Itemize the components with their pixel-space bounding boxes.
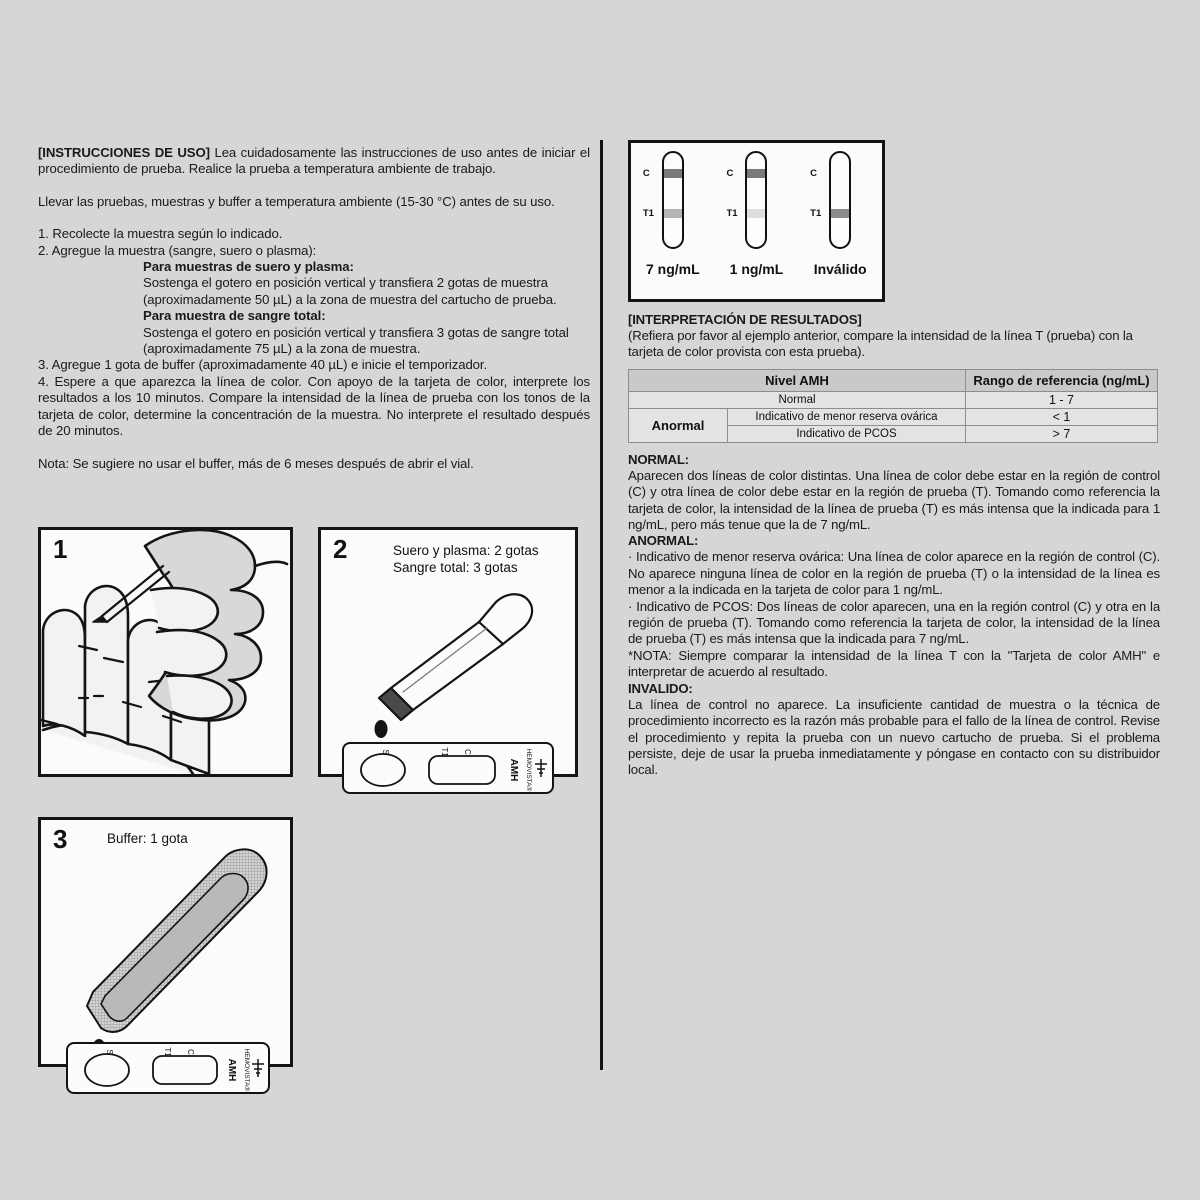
sample-drop (375, 720, 388, 738)
serum-plasma-text: Sostenga el gotero en posición vertical y transfiera 2 gotas de muestra (aproximadamente 50 µL) a la zona de muestra del cartucho de prueba. (143, 275, 557, 307)
test-band (664, 209, 682, 218)
dropper-and-cassette-illustration (321, 530, 575, 792)
column-divider (600, 140, 603, 1070)
buffer-note: Nota: Se sugiere no usar el buffer, más de 6 meses después de abrir el vial. (38, 455, 474, 471)
whole-blood-text: Sostenga el gotero en posición vertical y transfiera 3 gotas de sangre total (aproximadamente 75 µL) a la zona de muestra. (143, 324, 569, 357)
header-range: Rango de referencia (ng/mL) (966, 369, 1158, 391)
illustration-panel-1 (38, 527, 293, 777)
illustration-panel-3 (38, 817, 293, 1092)
cassette-label-1ngml: 1 ng/mL (729, 261, 784, 277)
panel-2-caption-line-2: Sangre total: 3 gotas (393, 560, 518, 575)
cell-range-normal: 1 - 7 (966, 391, 1158, 408)
header-level: Nivel AMH (629, 369, 966, 391)
strip-invalid (829, 151, 851, 249)
results-column (628, 140, 1160, 779)
cell-level-low-reserve: Indicativo de menor reserva ovárica (728, 408, 966, 425)
svg-text:HEMOVISTA®: HEMOVISTA® (525, 748, 532, 792)
cell-level-pcos: Indicativo de PCOS (728, 425, 966, 442)
panel-3-caption-line-1: Buffer: 1 gota (107, 831, 188, 846)
result-cassette-1ngml (728, 151, 784, 249)
comparison-note: *NOTA: Siempre comparar la intensidad de la línea T con la "Tarjeta de color AMH" e interpretar de acuerdo al resultado. (628, 647, 1160, 680)
interpretation-heading: [INTERPRETACIÓN DE RESULTADOS] (628, 312, 862, 327)
control-band (664, 169, 682, 178)
test-cassette (343, 743, 553, 793)
panel-2-number: 2 (333, 534, 348, 564)
whole-blood-heading: Para muestra de sangre total: (143, 308, 326, 324)
table-row (629, 408, 1158, 425)
cell-range-pcos: > 7 (966, 425, 1158, 442)
svg-text:AMH: AMH (226, 1058, 237, 1082)
control-label: C (726, 168, 734, 179)
test-cassette (67, 1043, 269, 1093)
test-band (747, 209, 765, 218)
test-label: T1 (810, 208, 822, 219)
normal-heading: NORMAL: (628, 451, 689, 467)
invalid-heading: INVALIDO: (628, 680, 693, 696)
result-cassettes-row (631, 151, 882, 259)
test-label: T1 (642, 208, 654, 219)
cell-group-anormal: Anormal (629, 408, 728, 442)
result-cassette-7ngml (642, 151, 701, 249)
svg-text:HEMOVISTA®: HEMOVISTA® (243, 1048, 250, 1092)
svg-text:C: C (186, 1049, 195, 1055)
result-cassette-invalid (812, 151, 868, 249)
cell-range-low-reserve: < 1 (966, 408, 1158, 425)
panel-3-number: 3 (53, 824, 68, 854)
control-label: C (642, 168, 650, 179)
strip-7ngml (662, 151, 684, 249)
instructions-label: [INSTRUCCIONES DE USO] (38, 145, 210, 160)
panel-1-number: 1 (53, 534, 68, 564)
control-band (747, 169, 765, 178)
interpretation-subtext: (Refiera por favor al ejemplo anterior, compare la intensidad de la línea T (prueba) con la tarjeta de color provista con esta prueba). (628, 328, 1133, 360)
table-header-row (629, 369, 1158, 391)
storage-note: Llevar las pruebas, muestras y buffer a temperatura ambiente (15-30 °C) antes de su uso. (38, 193, 555, 209)
normal-text: Aparecen dos líneas de color distintas. Una línea de color debe estar en la región de control (C) y otra línea de color debe estar en la región de prueba (T). Tomando como referencia la tarjeta de color, la intensidad de la línea de prueba (T) es más intensa que la indicada para 1 ng/mL, pero más tenue que la de 7 ng/mL. (628, 467, 1160, 533)
illustration-panel-2 (318, 527, 578, 792)
svg-text:T1: T1 (163, 1047, 172, 1057)
cassette-label-invalid: Inválido (813, 261, 867, 277)
cassette-label-7ngml: 7 ng/mL (645, 261, 700, 277)
control-label: C (810, 168, 818, 179)
intro-paragraph (38, 145, 590, 178)
abnormal-bullet-low-reserve: · Indicativo de menor reserva ovárica: Una línea de color aparece en la región de control (C). No aparece ninguna línea de color en la región de prueba (T) o la intensidad de la línea es menor a la indicada en la tarjeta de color para 1 ng/mL. (628, 549, 1160, 598)
svg-text:S: S (105, 1049, 114, 1055)
amh-reference-table (628, 369, 1158, 443)
svg-text:C: C (463, 749, 472, 755)
strip-1ngml (745, 151, 767, 249)
buffer-vial (87, 849, 267, 1032)
invalid-text: La línea de control no aparece. La insuficiente cantidad de muestra o la técnica de procedimiento incorrecto es la razón más probable para el fallo de la línea de control. Revise el procedimiento y repita la prueba con un nuevo cartucho de prueba. Si el problema persiste, deje de usar la prueba inmediatamente y póngase en contacto con su distribuidor local. (628, 696, 1160, 778)
test-label: T1 (726, 208, 738, 219)
finger-prick-illustration (41, 530, 290, 774)
step-1: 1. Recolecte la muestra según lo indicado. (38, 226, 283, 242)
table-row (629, 391, 1158, 408)
buffer-vial-and-cassette-illustration (41, 820, 290, 1092)
result-examples-box (628, 140, 885, 302)
abnormal-heading: ANORMAL: (628, 533, 699, 549)
instructions-column (38, 145, 590, 472)
svg-text:AMH: AMH (508, 758, 519, 782)
svg-text:S: S (381, 749, 390, 755)
intro-body: Lea cuidadosamente las instrucciones de uso antes de iniciar el procedimiento de prueba. Realice la prueba a temperatura ambiente de trabajo. (38, 145, 591, 177)
svg-text:T1: T1 (440, 747, 449, 757)
abnormal-bullet-pcos: · Indicativo de PCOS: Dos líneas de color aparecen, una en la región control (C) y otra en la región de prueba (T). Tomando como referencia la tarjeta de color, la intensidad de la línea de prueba (T) es más intensa que la indicada para 7 ng/mL. (628, 598, 1160, 647)
step-2: 2. Agregue la muestra (sangre, suero o plasma): (38, 242, 317, 258)
cell-level-normal: Normal (629, 391, 966, 408)
serum-plasma-heading: Para muestras de suero y plasma: (143, 259, 354, 275)
test-band (831, 209, 849, 218)
result-cassette-labels (631, 261, 882, 277)
step-4: 4. Espere a que aparezca la línea de color. Con apoyo de la tarjeta de color, interprete los resultados a los 10 minutos. Compare la intensidad de la línea de prueba con los tonos de la tarjeta de color, determine la concentración de la muestra. No interprete el resultado después de 20 minutos. (38, 373, 590, 439)
step-3: 3. Agregue 1 gota de buffer (aproximadamente 40 µL) e inicie el temporizador. (38, 357, 488, 373)
panel-2-caption-line-1: Suero y plasma: 2 gotas (393, 543, 539, 558)
